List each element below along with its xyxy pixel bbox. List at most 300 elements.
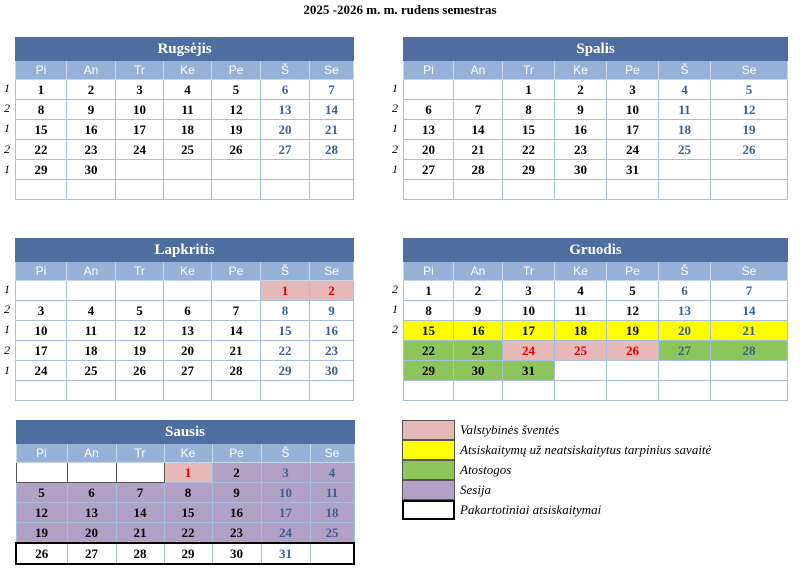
day-cell: 16 bbox=[212, 503, 261, 523]
week-row bbox=[16, 80, 354, 100]
day-cell: 19 bbox=[16, 523, 67, 544]
day-cell: 15 bbox=[503, 120, 555, 140]
day-cell: 4 bbox=[555, 281, 607, 301]
day-cell: 13 bbox=[164, 321, 212, 341]
week-mark: 2 bbox=[4, 141, 10, 156]
day-cell bbox=[555, 381, 607, 401]
day-cell bbox=[310, 160, 354, 180]
day-cell: 19 bbox=[607, 321, 659, 341]
day-cell: 31 bbox=[261, 543, 310, 564]
day-cell: 27 bbox=[404, 160, 454, 180]
day-cell: 19 bbox=[212, 120, 261, 140]
weekday-header: Se bbox=[310, 262, 354, 281]
day-cell: 22 bbox=[503, 140, 555, 160]
day-cell: 24 bbox=[261, 523, 310, 544]
weekday-header: Ke bbox=[164, 262, 212, 281]
day-cell: 1 bbox=[404, 281, 454, 301]
calendar-lapkritis bbox=[15, 238, 354, 401]
weekday-header: Pi bbox=[16, 262, 67, 281]
week-row bbox=[16, 100, 354, 120]
week-mark: 1 bbox=[4, 322, 10, 337]
day-cell: 25 bbox=[67, 361, 116, 381]
day-cell: 7 bbox=[454, 100, 503, 120]
weekday-header: Tr bbox=[116, 61, 164, 80]
day-cell: 3 bbox=[607, 80, 659, 100]
legend-swatch-green bbox=[402, 460, 455, 480]
day-cell: 17 bbox=[116, 120, 164, 140]
day-cell: 9 bbox=[310, 301, 354, 321]
day-cell bbox=[67, 281, 116, 301]
day-cell: 6 bbox=[261, 80, 310, 100]
day-cell: 5 bbox=[116, 301, 164, 321]
day-cell: 17 bbox=[503, 321, 555, 341]
week-mark: 1 bbox=[392, 81, 398, 95]
day-cell: 24 bbox=[16, 361, 67, 381]
day-cell: 1 bbox=[164, 463, 212, 483]
day-cell: 15 bbox=[404, 321, 454, 341]
day-cell: 10 bbox=[261, 483, 310, 503]
weekday-header: Ke bbox=[555, 61, 607, 80]
day-cell: 9 bbox=[67, 100, 116, 120]
day-cell bbox=[116, 381, 164, 401]
day-cell: 2 bbox=[555, 80, 607, 100]
day-cell bbox=[212, 180, 261, 200]
day-cell bbox=[607, 381, 659, 401]
day-cell: 12 bbox=[711, 100, 788, 120]
week-mark: 1 bbox=[392, 302, 398, 317]
day-cell: 31 bbox=[503, 361, 555, 381]
day-cell bbox=[404, 80, 454, 100]
day-cell bbox=[454, 381, 503, 401]
day-cell bbox=[67, 180, 116, 200]
day-cell: 4 bbox=[310, 463, 354, 483]
day-cell: 10 bbox=[116, 100, 164, 120]
week-mark: 2 bbox=[4, 302, 10, 317]
day-cell bbox=[16, 463, 67, 483]
day-cell: 13 bbox=[67, 503, 116, 523]
weekday-header: Pe bbox=[212, 61, 261, 80]
day-cell: 6 bbox=[404, 100, 454, 120]
day-cell bbox=[116, 160, 164, 180]
day-cell bbox=[261, 160, 310, 180]
day-cell bbox=[607, 361, 659, 381]
day-cell bbox=[164, 160, 212, 180]
day-cell: 22 bbox=[16, 140, 67, 160]
week-row bbox=[16, 463, 354, 483]
day-cell: 11 bbox=[164, 100, 212, 120]
day-cell: 18 bbox=[67, 341, 116, 361]
legend-swatch-purple bbox=[402, 480, 455, 500]
day-cell: 18 bbox=[310, 503, 354, 523]
week-row bbox=[16, 180, 354, 200]
day-cell: 15 bbox=[261, 321, 310, 341]
week-row bbox=[16, 140, 354, 160]
weekday-header: Š bbox=[261, 444, 310, 463]
day-cell: 3 bbox=[503, 281, 555, 301]
day-cell: 27 bbox=[67, 543, 116, 564]
day-cell: 30 bbox=[212, 543, 261, 564]
day-cell: 11 bbox=[67, 321, 116, 341]
day-cell: 23 bbox=[310, 341, 354, 361]
week-row bbox=[16, 361, 354, 381]
day-cell: 14 bbox=[454, 120, 503, 140]
legend-swatch-yellow bbox=[402, 440, 455, 460]
day-cell bbox=[212, 281, 261, 301]
day-cell: 23 bbox=[212, 523, 261, 544]
week-row bbox=[16, 503, 354, 523]
day-cell bbox=[659, 180, 711, 200]
weekday-header: Tr bbox=[503, 61, 555, 80]
week-mark: 1 bbox=[4, 282, 10, 296]
day-cell: 30 bbox=[555, 160, 607, 180]
day-cell: 27 bbox=[659, 341, 711, 361]
day-cell: 23 bbox=[454, 341, 503, 361]
day-cell: 9 bbox=[212, 483, 261, 503]
day-cell: 5 bbox=[212, 80, 261, 100]
day-cell: 13 bbox=[404, 120, 454, 140]
day-cell bbox=[116, 281, 164, 301]
day-cell: 18 bbox=[164, 120, 212, 140]
weekday-header: Š bbox=[659, 262, 711, 281]
day-cell: 8 bbox=[16, 100, 67, 120]
day-cell: 10 bbox=[503, 301, 555, 321]
day-cell: 5 bbox=[607, 281, 659, 301]
day-cell bbox=[503, 180, 555, 200]
day-cell: 2 bbox=[310, 281, 354, 301]
day-cell: 18 bbox=[555, 321, 607, 341]
day-cell: 8 bbox=[404, 301, 454, 321]
week-row bbox=[404, 301, 788, 321]
day-cell bbox=[711, 381, 788, 401]
weekday-header: Š bbox=[261, 61, 310, 80]
day-cell: 23 bbox=[555, 140, 607, 160]
day-cell bbox=[503, 381, 555, 401]
weekday-header: Pe bbox=[212, 444, 261, 463]
day-cell: 4 bbox=[659, 80, 711, 100]
day-cell bbox=[659, 361, 711, 381]
day-cell: 24 bbox=[116, 140, 164, 160]
calendar-rugsejis bbox=[15, 37, 354, 200]
day-cell bbox=[164, 281, 212, 301]
weekday-header: Se bbox=[711, 61, 788, 80]
week-row bbox=[16, 321, 354, 341]
week-row bbox=[16, 381, 354, 401]
weekday-header: Š bbox=[261, 262, 310, 281]
weekday-header: An bbox=[67, 262, 116, 281]
day-cell: 16 bbox=[310, 321, 354, 341]
day-cell: 27 bbox=[261, 140, 310, 160]
week-row bbox=[16, 301, 354, 321]
day-cell: 12 bbox=[607, 301, 659, 321]
day-cell: 13 bbox=[261, 100, 310, 120]
week-mark: 1 bbox=[4, 121, 10, 136]
day-cell: 29 bbox=[404, 361, 454, 381]
day-cell: 24 bbox=[503, 341, 555, 361]
legend-label: Valstybinės šventės bbox=[460, 422, 560, 437]
weekday-header: Se bbox=[310, 61, 354, 80]
day-cell: 7 bbox=[212, 301, 261, 321]
weekday-header: Pe bbox=[212, 262, 261, 281]
weekday-header: Se bbox=[310, 444, 354, 463]
weekday-header: Tr bbox=[503, 262, 555, 281]
day-cell bbox=[454, 180, 503, 200]
week-row bbox=[404, 80, 788, 100]
day-cell bbox=[212, 160, 261, 180]
week-row bbox=[16, 160, 354, 180]
day-cell: 19 bbox=[711, 120, 788, 140]
week-row bbox=[404, 381, 788, 401]
day-cell: 3 bbox=[261, 463, 310, 483]
day-cell: 28 bbox=[212, 361, 261, 381]
week-row bbox=[404, 180, 788, 200]
legend-swatch-white bbox=[402, 500, 455, 520]
day-cell: 2 bbox=[454, 281, 503, 301]
day-cell: 16 bbox=[454, 321, 503, 341]
day-cell: 17 bbox=[607, 120, 659, 140]
day-cell bbox=[164, 180, 212, 200]
weekday-header: Pi bbox=[404, 262, 454, 281]
day-cell: 5 bbox=[711, 80, 788, 100]
week-mark: 1 bbox=[392, 161, 398, 176]
day-cell bbox=[454, 80, 503, 100]
week-mark: 2 bbox=[392, 282, 398, 296]
week-row bbox=[404, 100, 788, 120]
week-row bbox=[404, 321, 788, 341]
legend-swatch-pink bbox=[402, 420, 455, 440]
week-mark: 1 bbox=[392, 121, 398, 136]
day-cell: 7 bbox=[711, 281, 788, 301]
week-mark: 2 bbox=[392, 322, 398, 337]
day-cell: 10 bbox=[607, 100, 659, 120]
weekday-header: Pi bbox=[16, 444, 67, 463]
day-cell: 4 bbox=[67, 301, 116, 321]
day-cell: 21 bbox=[711, 321, 788, 341]
day-cell: 22 bbox=[164, 523, 212, 544]
week-row bbox=[16, 483, 354, 503]
day-cell: 6 bbox=[164, 301, 212, 321]
month-title: Sausis bbox=[16, 421, 354, 444]
day-cell bbox=[67, 381, 116, 401]
day-cell bbox=[404, 180, 454, 200]
day-cell bbox=[711, 180, 788, 200]
month-title: Lapkritis bbox=[16, 239, 354, 262]
day-cell bbox=[607, 180, 659, 200]
day-cell bbox=[659, 160, 711, 180]
day-cell: 6 bbox=[67, 483, 116, 503]
calendar-spalis bbox=[403, 37, 788, 200]
day-cell: 8 bbox=[164, 483, 212, 503]
week-row bbox=[16, 341, 354, 361]
week-row bbox=[16, 120, 354, 140]
day-cell bbox=[212, 381, 261, 401]
week-row bbox=[404, 160, 788, 180]
week-row bbox=[16, 523, 354, 544]
day-cell: 12 bbox=[16, 503, 67, 523]
weekday-header: Pi bbox=[404, 61, 454, 80]
week-row bbox=[404, 140, 788, 160]
week-mark: 2 bbox=[4, 342, 10, 357]
day-cell: 20 bbox=[404, 140, 454, 160]
weekday-header: An bbox=[454, 262, 503, 281]
day-cell: 25 bbox=[310, 523, 354, 544]
day-cell bbox=[116, 180, 164, 200]
day-cell: 22 bbox=[261, 341, 310, 361]
day-cell: 4 bbox=[164, 80, 212, 100]
day-cell: 14 bbox=[711, 301, 788, 321]
day-cell: 16 bbox=[555, 120, 607, 140]
day-cell: 26 bbox=[212, 140, 261, 160]
day-cell bbox=[310, 180, 354, 200]
day-cell: 13 bbox=[659, 301, 711, 321]
day-cell: 8 bbox=[261, 301, 310, 321]
day-cell bbox=[711, 361, 788, 381]
day-cell: 15 bbox=[16, 120, 67, 140]
day-cell: 25 bbox=[659, 140, 711, 160]
weekday-header: Tr bbox=[116, 444, 164, 463]
day-cell bbox=[555, 361, 607, 381]
week-row bbox=[404, 361, 788, 381]
day-cell: 28 bbox=[116, 543, 164, 564]
day-cell: 21 bbox=[310, 120, 354, 140]
day-cell: 1 bbox=[503, 80, 555, 100]
day-cell: 20 bbox=[164, 341, 212, 361]
day-cell: 21 bbox=[454, 140, 503, 160]
day-cell: 23 bbox=[67, 140, 116, 160]
day-cell bbox=[555, 180, 607, 200]
day-cell: 24 bbox=[607, 140, 659, 160]
day-cell bbox=[310, 543, 354, 564]
week-row bbox=[404, 341, 788, 361]
legend-label: Atsiskaitymų už neatsiskaitytus tarpinius savaitė bbox=[460, 442, 712, 457]
weekday-header: An bbox=[454, 61, 503, 80]
day-cell: 17 bbox=[16, 341, 67, 361]
day-cell: 30 bbox=[454, 361, 503, 381]
day-cell: 30 bbox=[67, 160, 116, 180]
month-title: Gruodis bbox=[404, 239, 788, 262]
day-cell: 26 bbox=[607, 341, 659, 361]
day-cell: 10 bbox=[16, 321, 67, 341]
day-cell: 16 bbox=[67, 120, 116, 140]
weekday-header: An bbox=[67, 61, 116, 80]
legend-label: Sesija bbox=[460, 482, 492, 497]
day-cell: 5 bbox=[16, 483, 67, 503]
weekday-header: An bbox=[67, 444, 116, 463]
day-cell bbox=[16, 281, 67, 301]
week-mark: 1 bbox=[4, 362, 10, 377]
day-cell: 17 bbox=[261, 503, 310, 523]
calendar-gruodis bbox=[403, 238, 788, 401]
weekday-header: Ke bbox=[164, 444, 212, 463]
day-cell: 3 bbox=[16, 301, 67, 321]
day-cell: 31 bbox=[607, 160, 659, 180]
day-cell: 11 bbox=[555, 301, 607, 321]
day-cell: 18 bbox=[659, 120, 711, 140]
day-cell: 14 bbox=[116, 503, 164, 523]
day-cell: 26 bbox=[711, 140, 788, 160]
day-cell: 15 bbox=[164, 503, 212, 523]
day-cell: 11 bbox=[659, 100, 711, 120]
day-cell: 20 bbox=[67, 523, 116, 544]
day-cell bbox=[261, 180, 310, 200]
month-title: Spalis bbox=[404, 38, 788, 61]
weekday-header: Š bbox=[659, 61, 711, 80]
day-cell: 14 bbox=[310, 100, 354, 120]
day-cell: 28 bbox=[454, 160, 503, 180]
day-cell: 3 bbox=[116, 80, 164, 100]
day-cell bbox=[659, 381, 711, 401]
page-title: 2025 -2026 m. m. rudens semestras bbox=[303, 2, 497, 17]
month-title: Rugsėjis bbox=[16, 38, 354, 61]
day-cell: 1 bbox=[261, 281, 310, 301]
day-cell bbox=[67, 463, 116, 483]
day-cell: 21 bbox=[212, 341, 261, 361]
day-cell: 28 bbox=[310, 140, 354, 160]
day-cell: 28 bbox=[711, 341, 788, 361]
day-cell: 25 bbox=[164, 140, 212, 160]
day-cell: 6 bbox=[659, 281, 711, 301]
day-cell bbox=[16, 180, 67, 200]
day-cell: 9 bbox=[555, 100, 607, 120]
day-cell bbox=[404, 381, 454, 401]
week-mark: 1 bbox=[4, 81, 10, 95]
day-cell bbox=[261, 381, 310, 401]
day-cell: 21 bbox=[116, 523, 164, 544]
week-mark: 2 bbox=[392, 141, 398, 156]
day-cell: 1 bbox=[16, 80, 67, 100]
day-cell: 2 bbox=[212, 463, 261, 483]
day-cell: 14 bbox=[212, 321, 261, 341]
legend-label: Atostogos bbox=[460, 462, 512, 477]
day-cell: 26 bbox=[16, 543, 67, 564]
day-cell: 19 bbox=[116, 341, 164, 361]
weekday-header: Pi bbox=[16, 61, 67, 80]
day-cell bbox=[164, 381, 212, 401]
day-cell: 29 bbox=[16, 160, 67, 180]
weekday-header: Ke bbox=[555, 262, 607, 281]
week-mark: 2 bbox=[392, 101, 398, 116]
week-row bbox=[16, 543, 354, 564]
day-cell: 11 bbox=[310, 483, 354, 503]
day-cell bbox=[310, 381, 354, 401]
day-cell: 7 bbox=[116, 483, 164, 503]
week-row bbox=[404, 281, 788, 301]
day-cell: 20 bbox=[261, 120, 310, 140]
calendar-sausis bbox=[15, 420, 355, 565]
day-cell: 12 bbox=[116, 321, 164, 341]
day-cell: 7 bbox=[310, 80, 354, 100]
day-cell: 26 bbox=[116, 361, 164, 381]
day-cell: 8 bbox=[503, 100, 555, 120]
day-cell: 27 bbox=[164, 361, 212, 381]
weekday-header: Pe bbox=[607, 61, 659, 80]
weekday-header: Ke bbox=[164, 61, 212, 80]
week-mark: 1 bbox=[4, 161, 10, 176]
day-cell: 29 bbox=[261, 361, 310, 381]
weekday-header: Tr bbox=[116, 262, 164, 281]
day-cell bbox=[116, 463, 164, 483]
legend-label: Pakartotiniai atsiskaitymai bbox=[460, 502, 602, 517]
day-cell: 2 bbox=[67, 80, 116, 100]
day-cell: 12 bbox=[212, 100, 261, 120]
week-row bbox=[16, 281, 354, 301]
day-cell: 20 bbox=[659, 321, 711, 341]
week-mark: 2 bbox=[4, 101, 10, 116]
weekday-header: Pe bbox=[607, 262, 659, 281]
day-cell: 22 bbox=[404, 341, 454, 361]
day-cell: 25 bbox=[555, 341, 607, 361]
weekday-header: Se bbox=[711, 262, 788, 281]
day-cell bbox=[16, 381, 67, 401]
